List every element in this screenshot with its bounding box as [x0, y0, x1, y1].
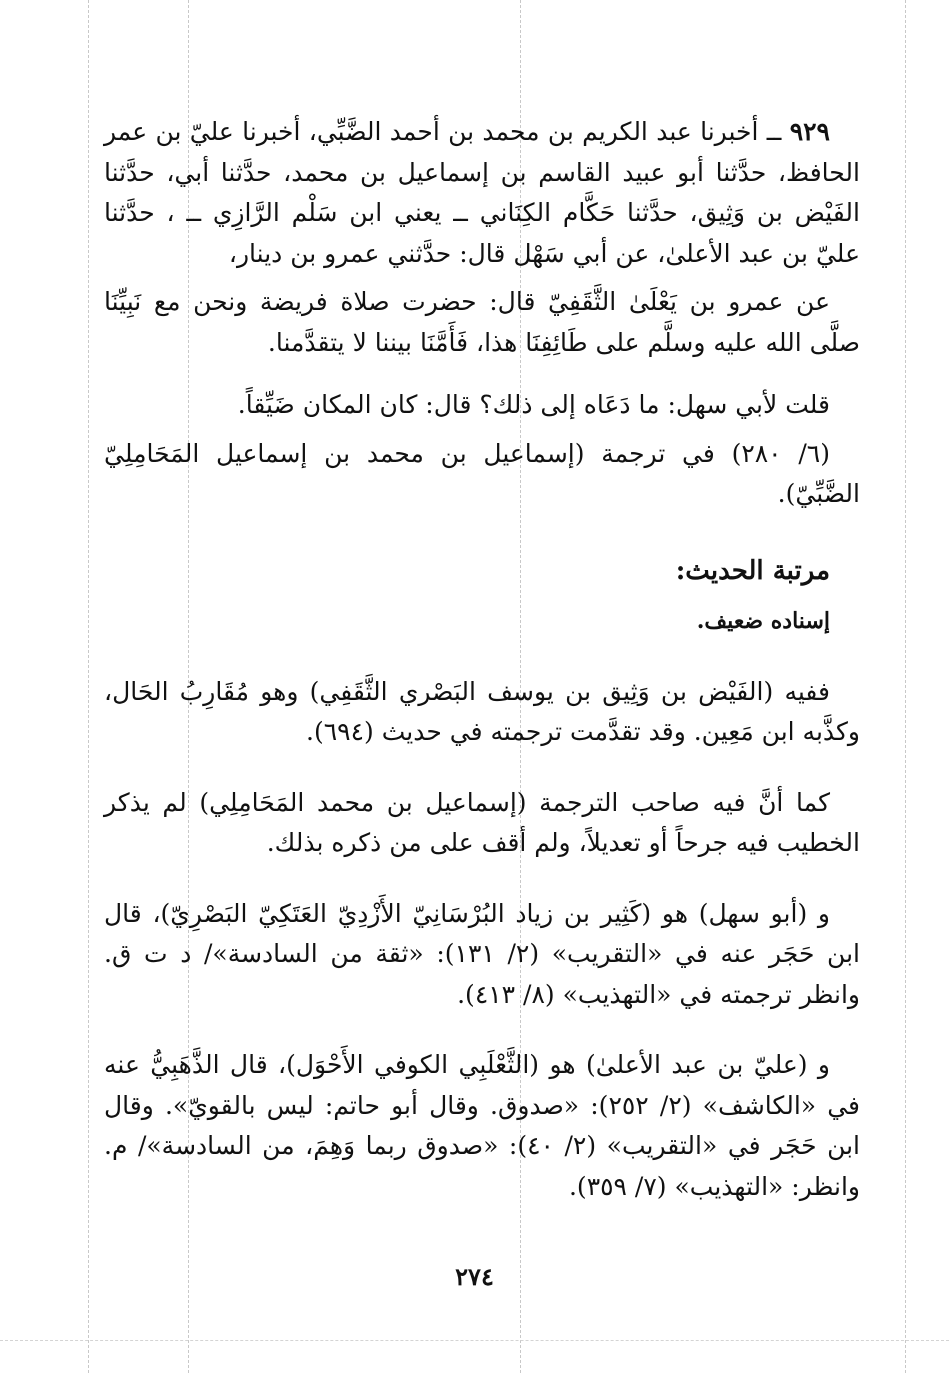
hadith-number: ٩٢٩ — [789, 117, 830, 146]
hadith-text: عن عمرو بن يَعْلَىٰ الثَّقَفِيّ قال: حضرت صلاة فريضة ونحن مع نَبِيِّنَا صلَّى الله عليه وسلَّم على طَائِفِنَا هذا، فَأَمَّنَا بيننا لا يتقدَّمنا. — [104, 287, 860, 357]
note-paragraph: ففيه (الفَيْض بن وَثِيق بن يوسف البَصْري الثَّقَفِي) وهو مُقَارِبُ الحَال، وكذَّبه ابن مَعِين. وقد تقدَّمت ترجمته في حديث (٦٩٤). — [104, 676, 860, 746]
hadith-chain-paragraph — [104, 112, 860, 274]
page-number: ٢٧٤ — [455, 1262, 494, 1291]
grade-heading: مرتبة الحديث: — [675, 555, 830, 586]
page-body — [104, 112, 860, 1207]
note-paragraph: و (عليّ بن عبد الأعلىٰ) هو (الثَّعْلَبِي الكوفي الأَحْوَل)، قال الذَّهَبِيُّ عنه في «الكاشف» (٢/ ٢٥٢): «صدوق. وقال أبو حاتم: ليس بالقويّ». وقال ابن حَجَر في «التقريب» (٢/ ٤٠): «صدوق ربما وَهِمَ، من السادسة»/ م. وانظر: «التهذيب» (٧/ ٣٥٩). — [104, 1050, 861, 1201]
margin-guide-left — [88, 0, 89, 1373]
grade-text: إسناده ضعيف. — [696, 608, 830, 634]
note-paragraph: كما أنَّ فيه صاحب الترجمة (إسماعيل بن محمد المَحَامِلِي) لم يذكر الخطيب فيه جرحاً أو تعديلاً، ولم أقف على من ذكره بذلك. — [104, 787, 860, 857]
note-paragraph: و (أبو سهل) هو (كَثِير بن زياد البُرْسَانِيّ الأَزْدِيّ العَتَكِيّ البَصْرِيّ)، قال ابن حَجَر عنه في «التقريب» (٢/ ١٣١): «ثقة من السادسة»/ د ت ق. وانظر ترجمته في «التهذيب» (٨/ ٤١٣). — [104, 898, 860, 1009]
margin-guide-right — [905, 0, 906, 1373]
hadith-source: (٦/ ٢٨٠) في ترجمة (إسماعيل بن محمد بن إسماعيل المَحَامِلِيّ الضَّبِّيّ). — [104, 438, 860, 508]
hadith-question: قلت لأبي سهل: ما دَعَاه إلى ذلك؟ قال: كان المكان ضَيِّقاً. — [237, 390, 830, 419]
hadith-chain-text: ــ أخبرنا عبد الكريم بن محمد بن أحمد الضَّبِّي، أخبرنا عليّ بن عمر الحافظ، حدَّثنا أبو عبيد القاسم بن إسماعيل بن محمد، حدَّثنا أبي، حدَّثنا الفَيْض بن وَثِيق، حدَّثنا حَكَّام الكِنَاني ــ يعني ابن سَلْم الرَّازِي ــ ، حدَّثنا عليّ بن عبد الأعلىٰ، عن أبي سَهْل قال: حدَّثني عمرو بن دينار، — [104, 117, 860, 268]
margin-guide-bottom — [0, 1340, 949, 1341]
